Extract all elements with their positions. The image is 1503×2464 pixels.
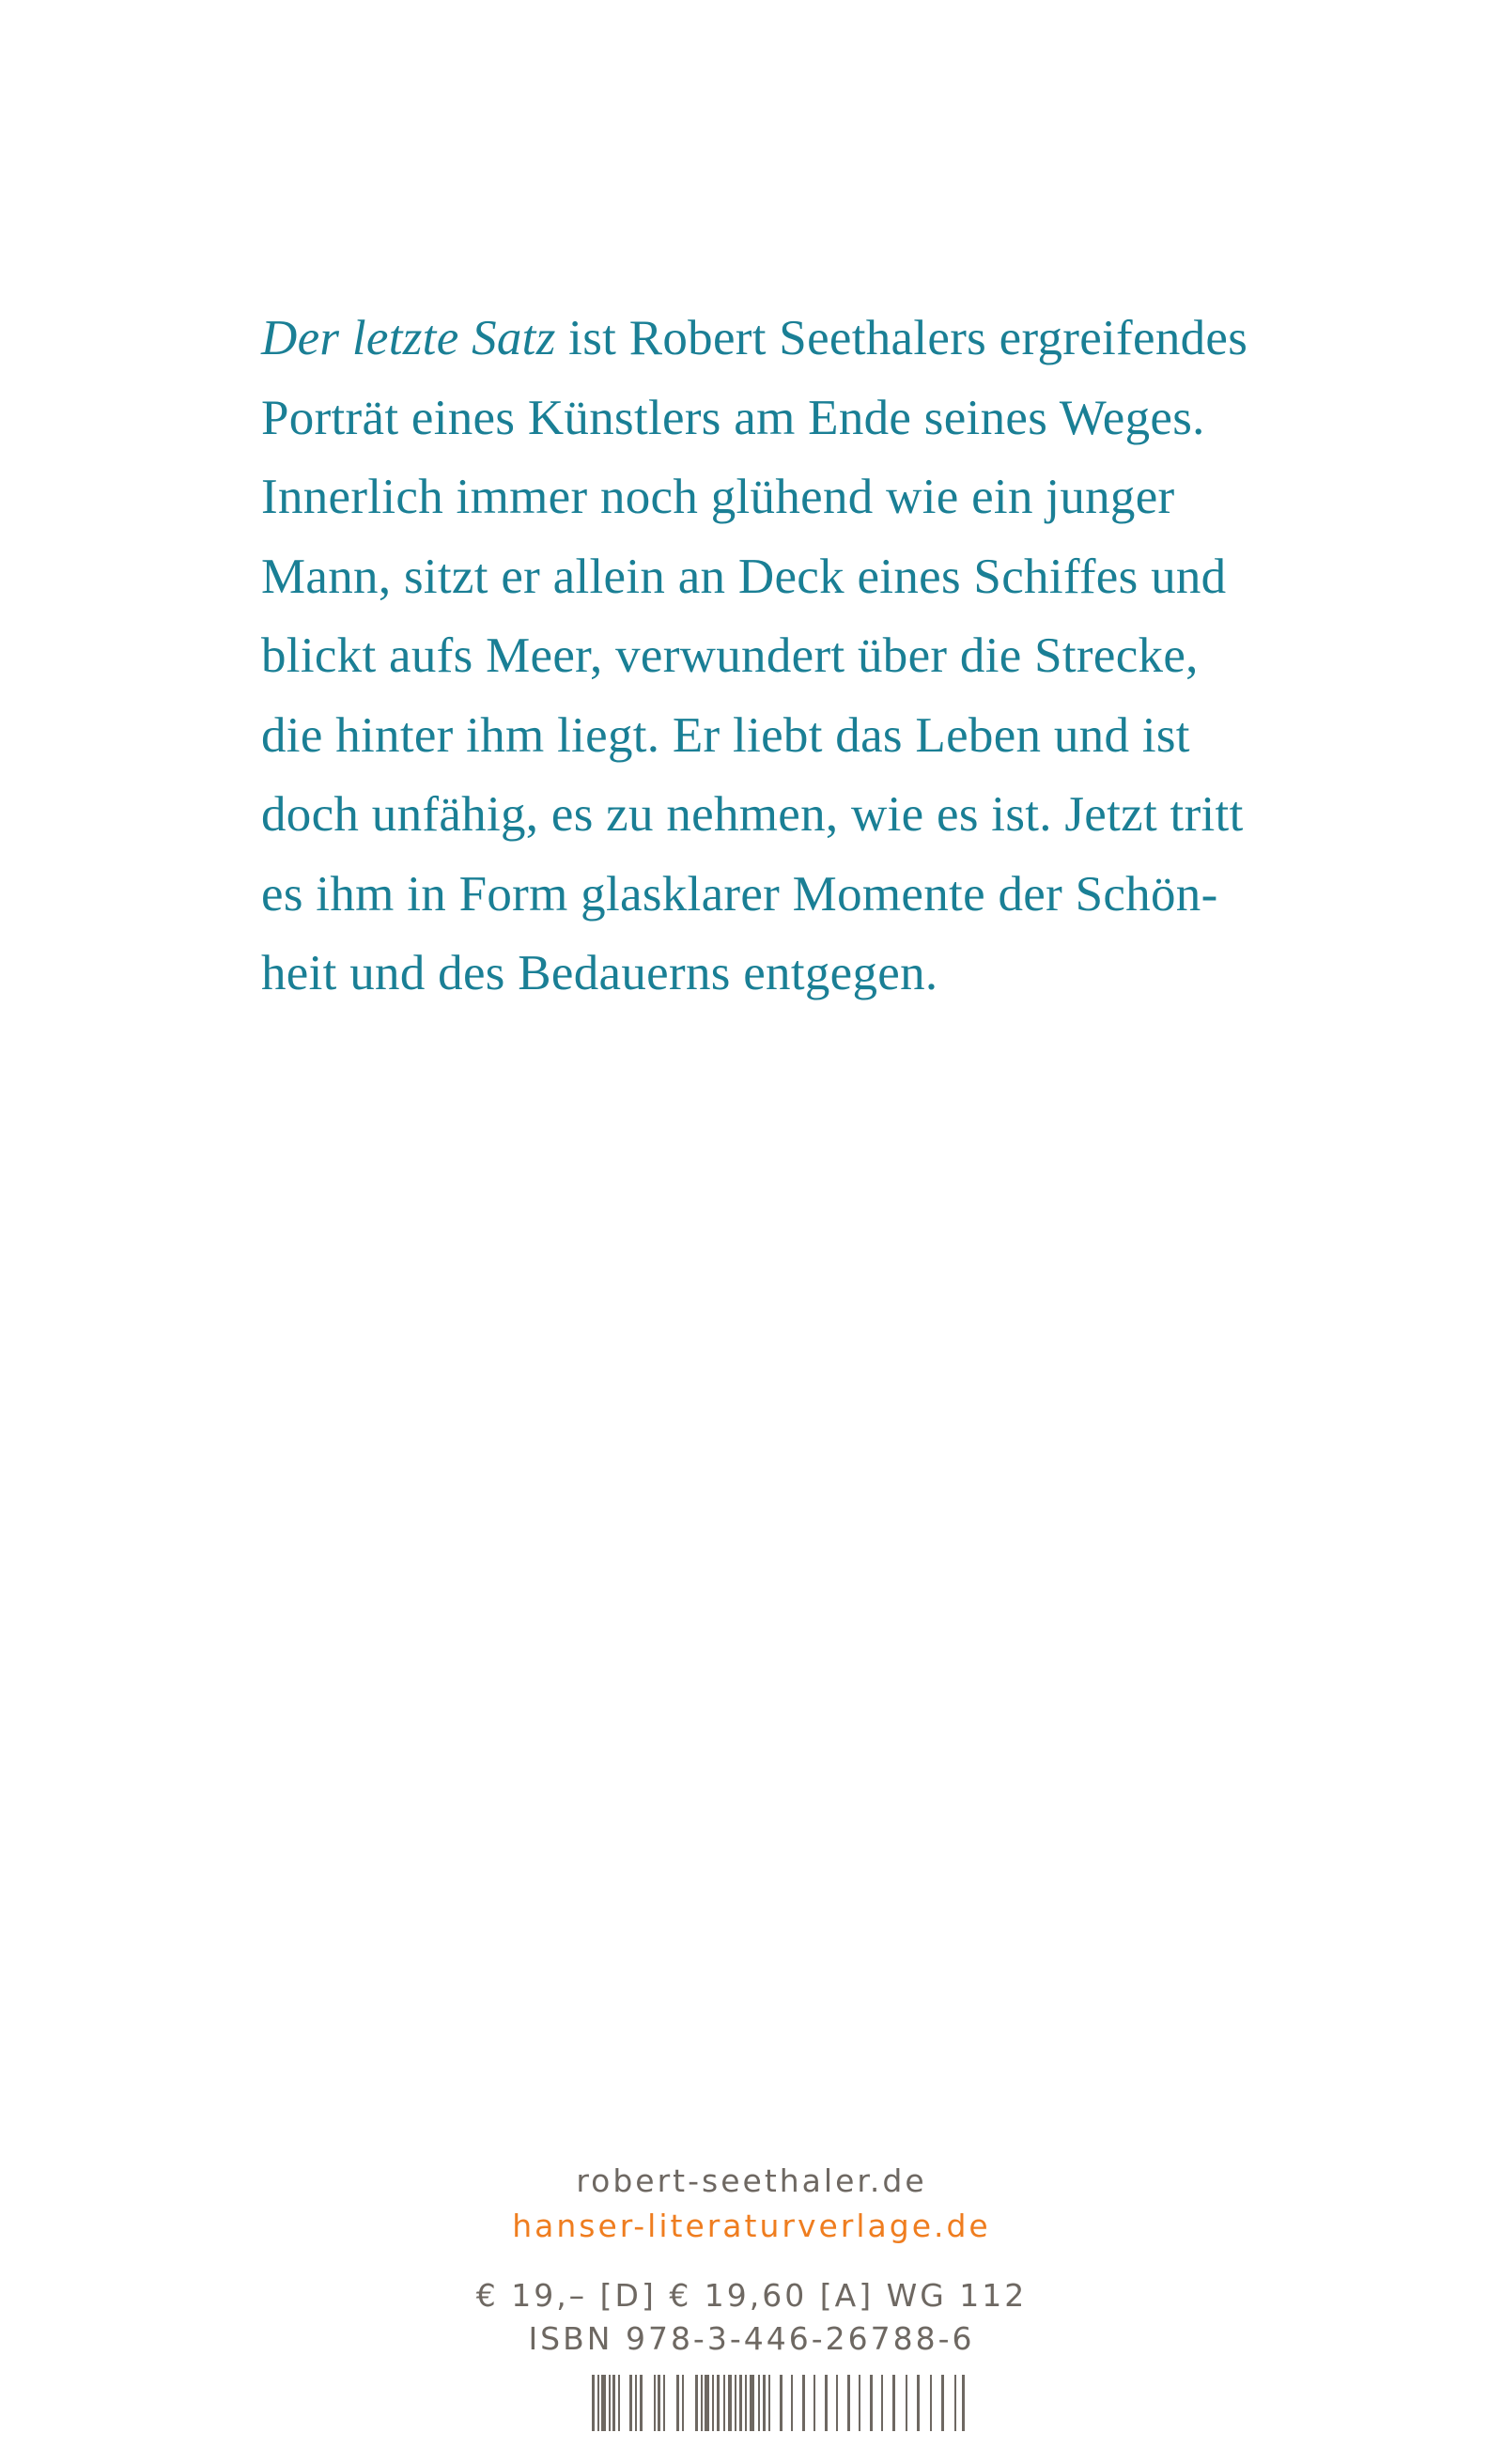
price-info: € 19,– [D] € 19,60 [A] WG 112 xyxy=(475,2277,1028,2314)
blurb-line-5: blickt aufs Meer, verwundert über die Strecke, xyxy=(261,628,1199,683)
blurb-line-7: doch unfähig, es zu nehmen, wie es ist. Jetzt tritt xyxy=(261,787,1244,842)
book-title: Der letzte Satz xyxy=(261,311,556,365)
blurb-line-3: Innerlich immer noch glühend wie ein junger xyxy=(261,470,1175,524)
barcode-icon xyxy=(592,2375,968,2431)
isbn-number: ISBN 978-3-446-26788-6 xyxy=(528,2320,975,2357)
blurb-line-1-text: ist Robert Seethalers ergreifendes xyxy=(555,311,1248,365)
blurb-line-8: es ihm in Form glasklarer Momente der Schön- xyxy=(261,866,1218,922)
blurb-line-9: heit und des Bedauerns entgegen. xyxy=(261,946,938,1000)
blurb-line-2: Porträt eines Künstlers am Ende seines Weges. xyxy=(261,390,1205,445)
back-cover-blurb xyxy=(261,299,1370,1014)
publisher-website-link[interactable]: hanser-literaturverlage.de xyxy=(512,2208,991,2244)
blurb-line-1 xyxy=(261,299,1370,379)
blurb-line-6: die hinter ihm liegt. Er liebt das Leben und ist xyxy=(261,707,1190,763)
blurb-line-4: Mann, sitzt er allein an Deck eines Schiffes und xyxy=(261,549,1227,604)
author-website-link[interactable]: robert-seethaler.de xyxy=(576,2162,927,2199)
